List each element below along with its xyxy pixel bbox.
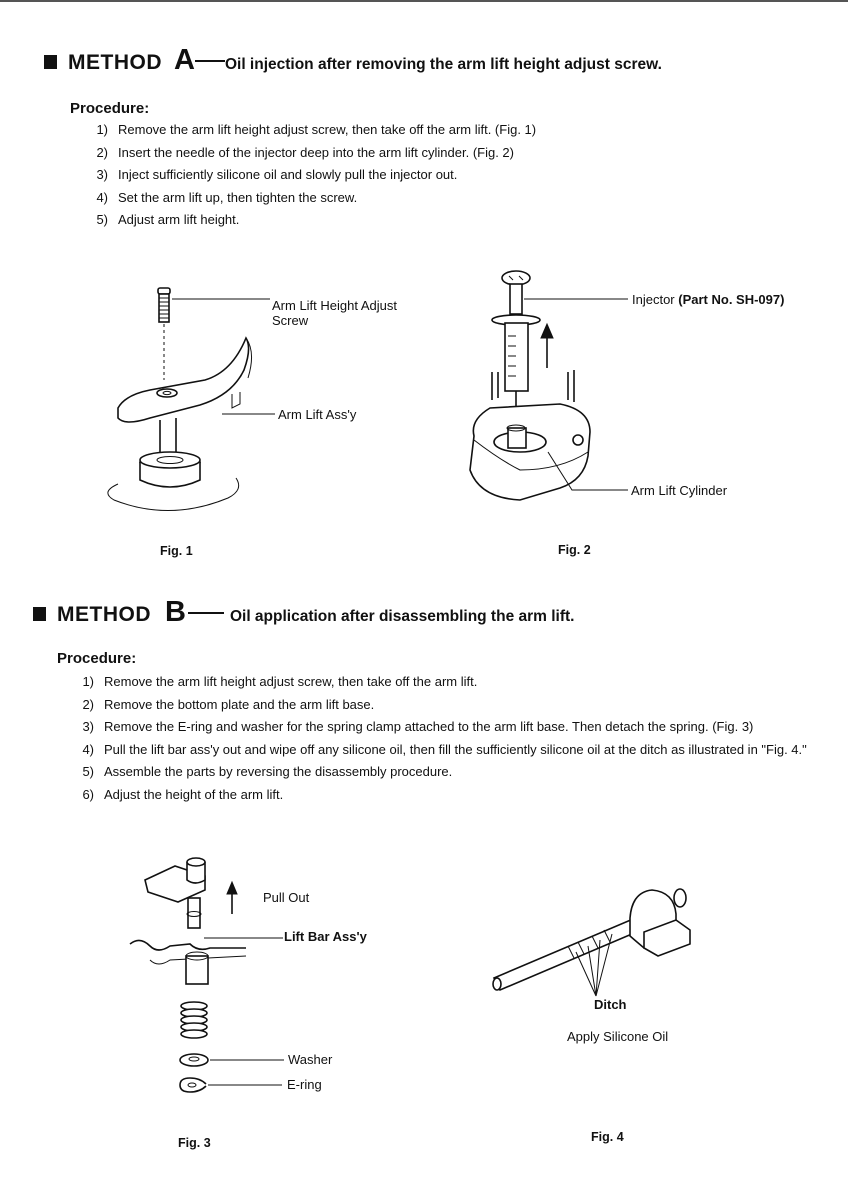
lift-bar-rod-icon — [494, 916, 646, 990]
fig2-injector-label — [632, 292, 784, 307]
list-item: 4) Pull the lift bar ass'y out and wipe off any silicone oil, then fill the sufficiently silicone oil at the ditch as illustrated in "Fig. 4." — [82, 741, 807, 757]
fig3-washer-label: Washer — [288, 1052, 333, 1067]
fig2-injector-text: Injector — [632, 292, 675, 307]
fig4-drawing — [493, 889, 690, 996]
washer-icon — [180, 1054, 208, 1066]
fig1-arm-lift-label: Arm Lift Ass'y — [278, 407, 357, 422]
fig1-screw-label-line2: Screw — [272, 313, 309, 328]
list-item: 3) Remove the E-ring and washer for the spring clamp attached to the arm lift base. Then detach the spring. (Fig. 3) — [82, 719, 754, 734]
fig3-drawing — [130, 858, 284, 1092]
fig1-screw-label-line1: Arm Lift Height Adjust — [272, 298, 397, 313]
method-a-letter: A — [174, 44, 195, 76]
list-item: 4) Set the arm lift up, then tighten the screw. — [96, 189, 358, 205]
list-item: 2) Remove the bottom plate and the arm lift base. — [82, 696, 375, 712]
method-a-procedure-title: Procedure: — [70, 100, 150, 117]
fig3-lift-bar-label: Lift Bar Ass'y — [284, 929, 367, 944]
list-item: 5) Adjust arm lift height. — [96, 212, 240, 227]
list-item: 1) Remove the arm lift height adjust screw, then take off the arm lift. — [82, 674, 478, 689]
method-b-dash — [188, 612, 224, 614]
method-a-subtitle: Oil injection after removing the arm lift height adjust screw. — [224, 56, 662, 73]
pull-out-arrow-icon — [227, 882, 237, 894]
method-b-letter: B — [165, 596, 186, 628]
method-b-subtitle: Oil application after disassembling the arm lift. — [229, 608, 575, 625]
method-b-heading — [33, 596, 574, 629]
list-item: 6) Adjust the height of the arm lift. — [82, 786, 284, 802]
fig1-caption: Fig. 1 — [160, 544, 193, 558]
fig3-caption: Fig. 3 — [178, 1136, 211, 1150]
fig1-drawing — [108, 288, 275, 511]
e-ring-icon — [180, 1078, 206, 1092]
fig3-e-ring-label: E-ring — [287, 1077, 322, 1092]
fig4-apply-label: Apply Silicone Oil — [567, 1029, 669, 1044]
fig2-part-no: (Part No. SH-097) — [678, 292, 785, 307]
list-item: 1) Remove the arm lift height adjust screw, then take off the arm lift. (Fig. 1) — [96, 122, 537, 137]
screw-head-icon — [158, 288, 170, 294]
spring-clamp-icon — [130, 940, 246, 950]
list-item: 2) Insert the needle of the injector deep into the arm lift cylinder. (Fig. 2) — [96, 144, 514, 160]
list-item: 3) Inject sufficiently silicone oil and slowly pull the injector out. — [96, 167, 458, 182]
fig2-cylinder-label: Arm Lift Cylinder — [631, 483, 728, 498]
fig3-pull-out-label: Pull Out — [263, 890, 310, 905]
list-item: 5) Assemble the parts by reversing the disassembly procedure. — [82, 764, 453, 779]
method-b-steps — [68, 671, 824, 806]
method-b-procedure-title: Procedure: — [57, 650, 137, 667]
fig2-caption: Fig. 2 — [558, 543, 591, 557]
fig2-drawing — [470, 271, 628, 500]
up-arrow-icon — [541, 324, 553, 338]
coil-spring-icon — [181, 1002, 207, 1038]
arm-lift-arm-icon — [118, 338, 249, 422]
syringe-barrel-icon — [505, 323, 528, 391]
fig4-caption: Fig. 4 — [591, 1130, 624, 1144]
bullet-square-icon — [33, 607, 46, 621]
method-a-word: METHOD — [68, 51, 162, 74]
method-b-word: METHOD — [57, 603, 151, 626]
fig4-ditch-label: Ditch — [594, 997, 627, 1012]
plunger-head-icon — [502, 271, 530, 285]
